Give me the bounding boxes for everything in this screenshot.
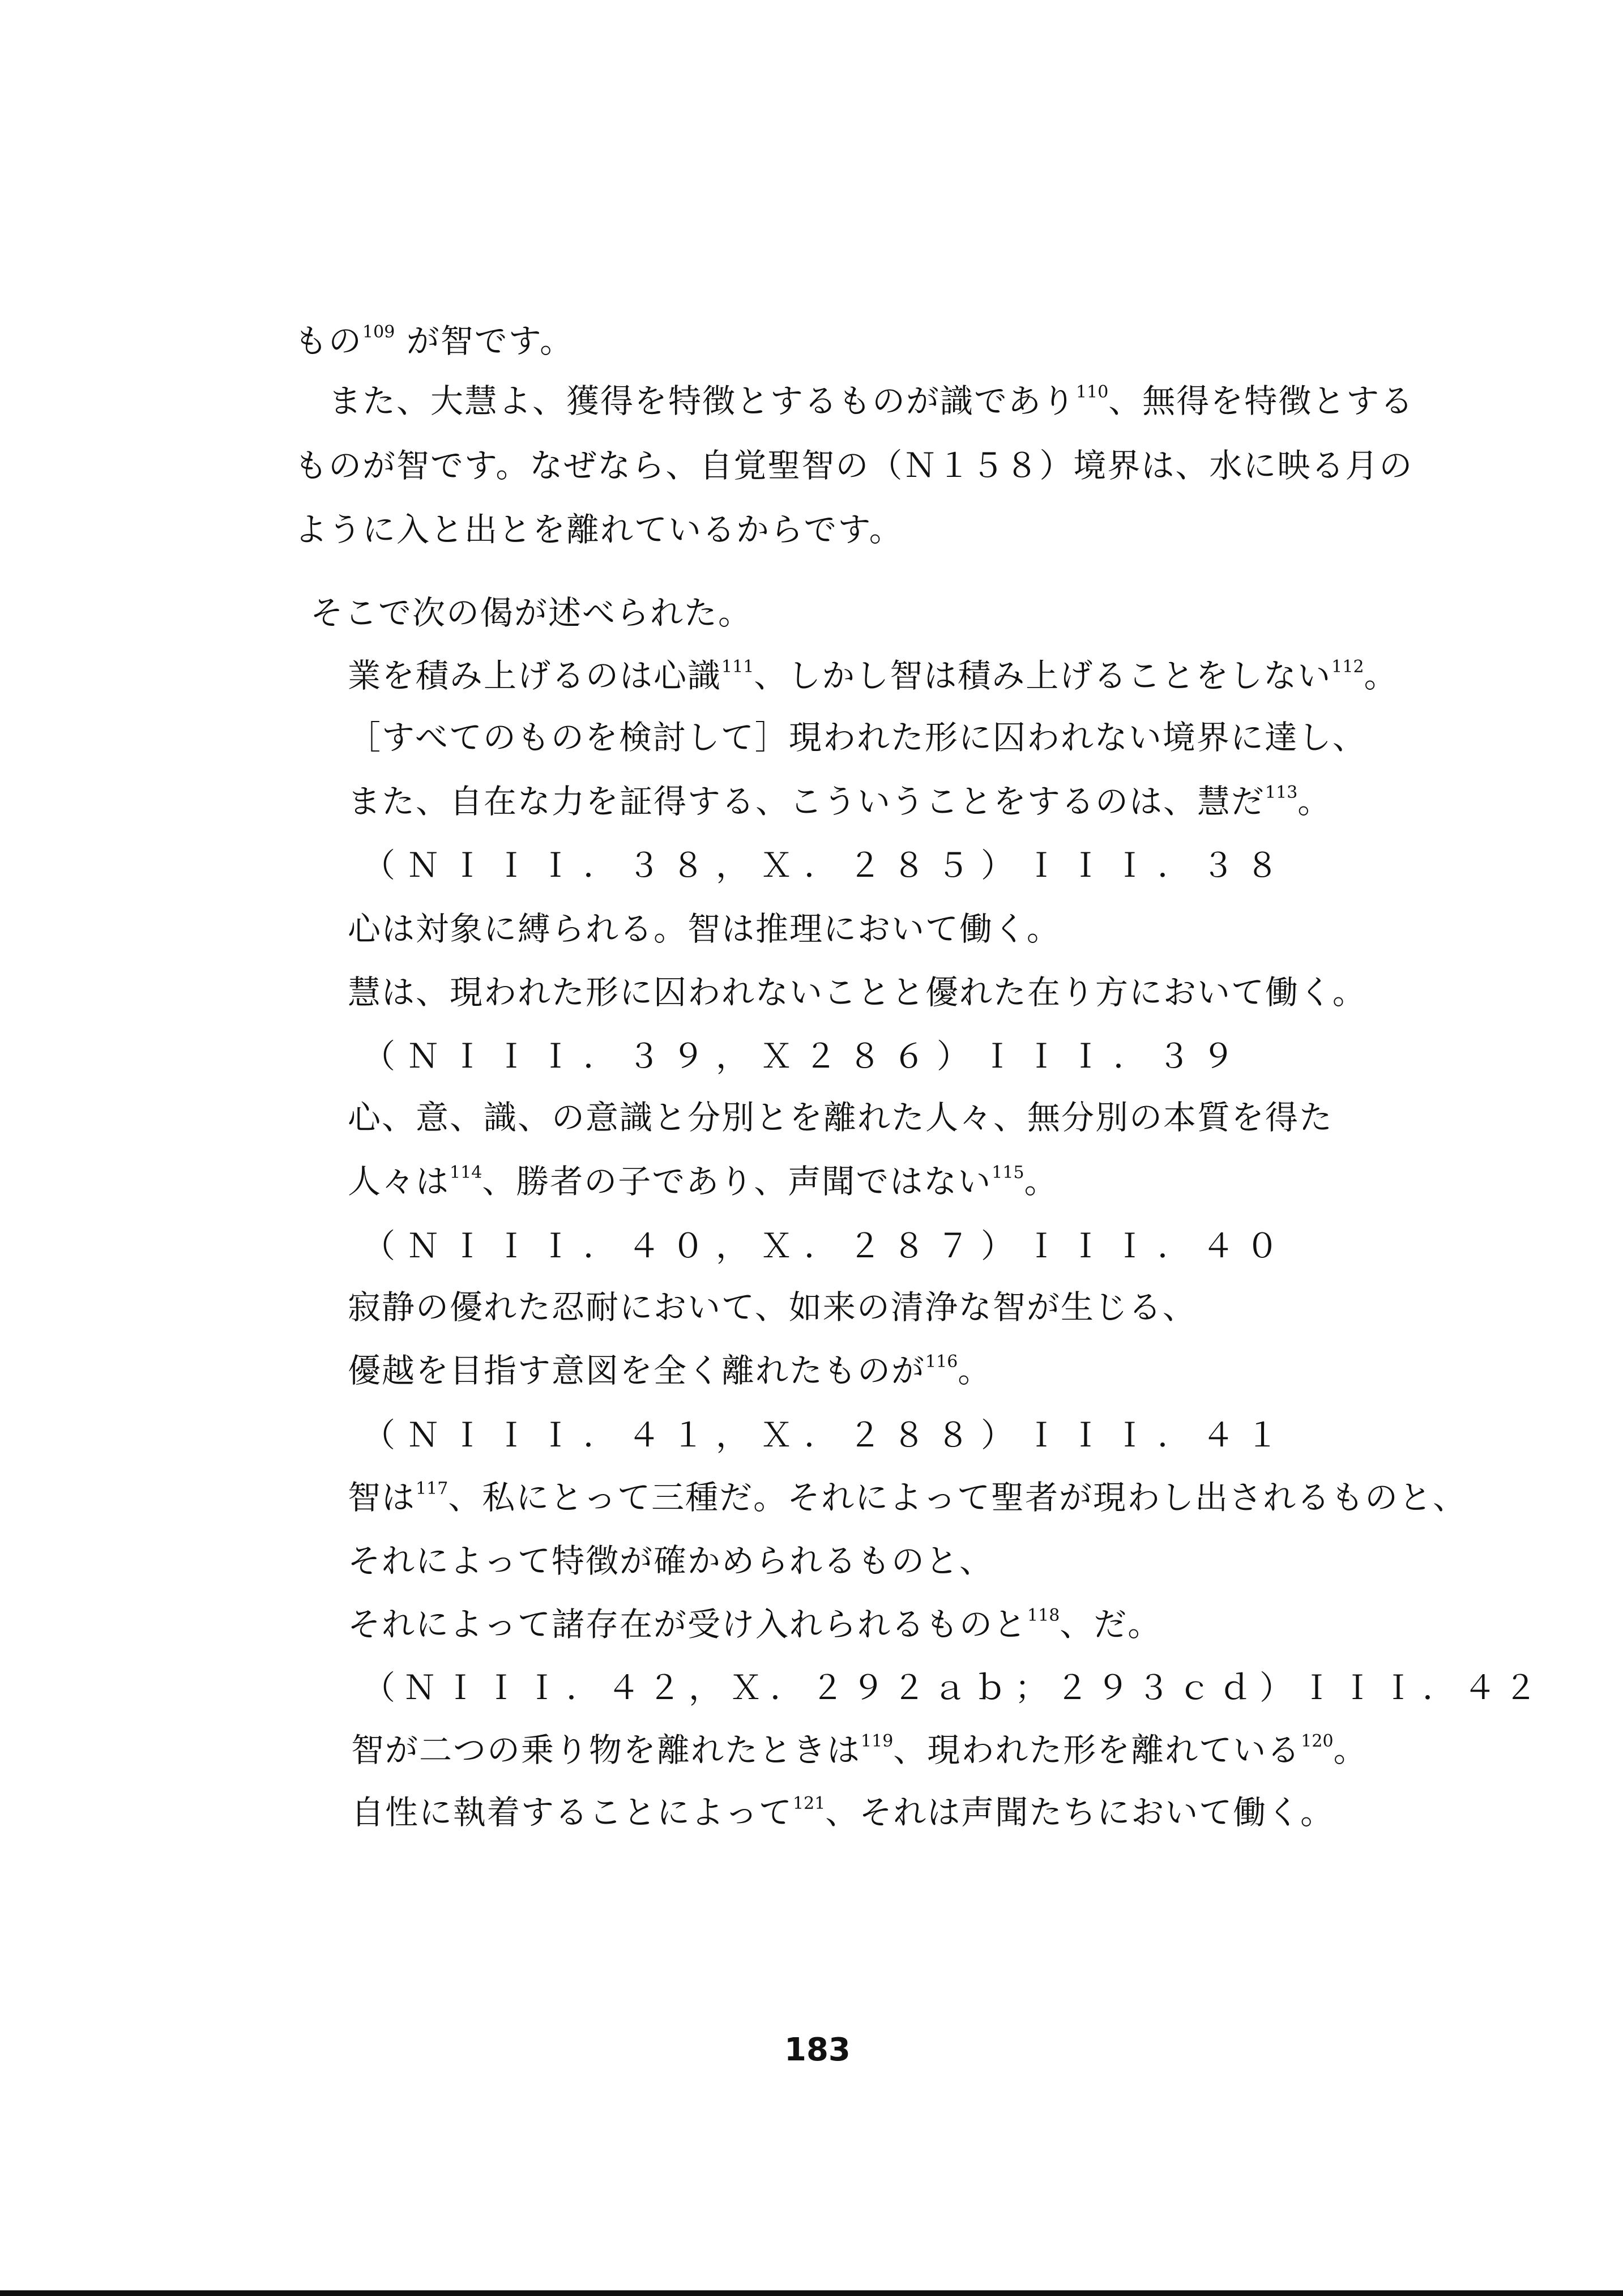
footnote-marker: 121 [793,1794,826,1813]
verse-line-7 [348,1159,1058,1204]
footnote-marker: 111 [721,657,754,677]
footnote-marker: 115 [992,1163,1024,1183]
verse-line-10 [348,1475,1467,1520]
text-line-2 [294,378,1414,424]
bottom-border-line [0,2290,1623,2296]
verse-reference [362,1223,1290,1269]
footnote-marker: 120 [1301,1731,1334,1751]
line-text: もの [294,322,363,360]
page-number: 183 [784,2032,851,2068]
verse-line-11 [348,1538,993,1584]
verse-line-6 [348,1095,1333,1140]
footnote-marker: 112 [1331,657,1364,677]
line-text-after: が智です。 [395,322,574,360]
line-text: 心、意、識、の意識と分別とを離れた人々、無分別の本質を得た [348,1098,1334,1137]
line-text: 業を積み上げるのは心識 [348,656,722,695]
verse-reference [362,843,1290,888]
footnote-marker: 114 [450,1163,482,1183]
footnote-marker: 118 [1027,1606,1060,1625]
line-text: また、大慧よ、獲得を特徴とするものが識であり [294,382,1077,420]
verse-reference [362,1412,1290,1458]
line-text-after: 。 [1297,782,1332,821]
line-text-after: 、しかし智は積み上げることをしない [754,656,1332,695]
line-text: ものが智です。なぜなら、自覚聖智の（Ｎ１５８）境界は、水に映る月の [294,446,1413,485]
verse-line-2 [348,715,1366,760]
verse-line-5 [348,970,1366,1015]
text-line-3 [294,443,1413,488]
footnote-marker: 117 [416,1479,449,1499]
line-text: それによって特徴が確かめられるものと、 [348,1542,994,1580]
footnote-marker: 109 [362,322,395,342]
line-text-after: 、現われた形を離れている [893,1731,1301,1769]
text-line-1 [294,318,574,364]
line-text: 智が二つの乗り物を離れたときは [351,1731,861,1769]
verse-line-1 [348,653,1398,698]
line-text: また、自在な力を証得する、こういうことをするのは、慧だ [348,782,1266,821]
footnote-marker: 113 [1265,783,1298,803]
reference-text: （ＮＩＩＩ．４０，Ｘ．２８７）ＩＩＩ．４０ [362,1227,1291,1265]
line-text-after: 。 [1333,1731,1368,1769]
line-text-after: 。 [1364,656,1398,695]
verse-reference [362,1034,1246,1079]
reference-text: （ＮＩＩＩ．３９，Ｘ２８６）ＩＩＩ．３９ [362,1037,1246,1076]
line-text-after: 、それは声聞たちにおいて働く。 [825,1793,1335,1832]
line-text: 智は [348,1478,416,1517]
line-text-after: 、無得を特徴とする [1108,382,1415,420]
verse-line-12 [348,1602,1161,1647]
text-line-4 [294,507,903,552]
line-text: 寂静の優れた忍耐において、如来の清浄な智が生じる、 [348,1288,1197,1326]
line-text: ように入と出とを離れているからです。 [294,510,903,549]
verse-line-8 [348,1284,1197,1330]
verse-line-9 [348,1348,992,1393]
verse-intro [310,590,752,635]
verse-line-3 [348,779,1331,824]
line-text-after: 、私にとって三種だ。それによって聖者が現わし出されるものと、 [448,1478,1467,1517]
line-text: 慧は、現われた形に囚われないことと優れた在り方において働く。 [348,973,1366,1012]
line-text-after: 。 [958,1351,992,1390]
verse-line-4 [348,906,1061,951]
verse-line-14 [351,1790,1334,1835]
line-text-after: 、だ。 [1060,1605,1162,1644]
line-text: そこで次の偈が述べられた。 [310,594,753,632]
reference-text: （ＮＩＩＩ．３８，Ｘ．２８５）ＩＩＩ．３８ [362,846,1291,885]
verse-reference [362,1665,1545,1710]
line-text: それによって諸存在が受け入れられるものと [348,1605,1028,1644]
footnote-marker: 119 [861,1731,894,1751]
reference-text: （ＮＩＩＩ．４１，Ｘ．２８８）ＩＩＩ．４１ [362,1416,1291,1454]
footnote-marker: 110 [1076,382,1109,402]
reference-text: （ＮＩＩＩ．４２，Ｘ．２９２ａｂ；２９３ｃｄ）ＩＩＩ．４２ [362,1668,1545,1707]
line-text: 自性に執着することによって [351,1793,793,1832]
line-text: 優越を目指す意図を全く離れたものが [348,1351,926,1390]
line-text: 心は対象に縛られる。智は推理において働く。 [348,910,1061,948]
footnote-marker: 116 [925,1352,958,1372]
verse-line-13 [351,1727,1368,1773]
line-text-after: 、勝者の子であり、声聞ではない [482,1162,992,1201]
line-text-after: 。 [1024,1162,1058,1201]
line-text: 人々は [348,1162,450,1201]
line-text: ［すべてのものを検討して］現われた形に囚われない境界に達し、 [348,718,1366,757]
